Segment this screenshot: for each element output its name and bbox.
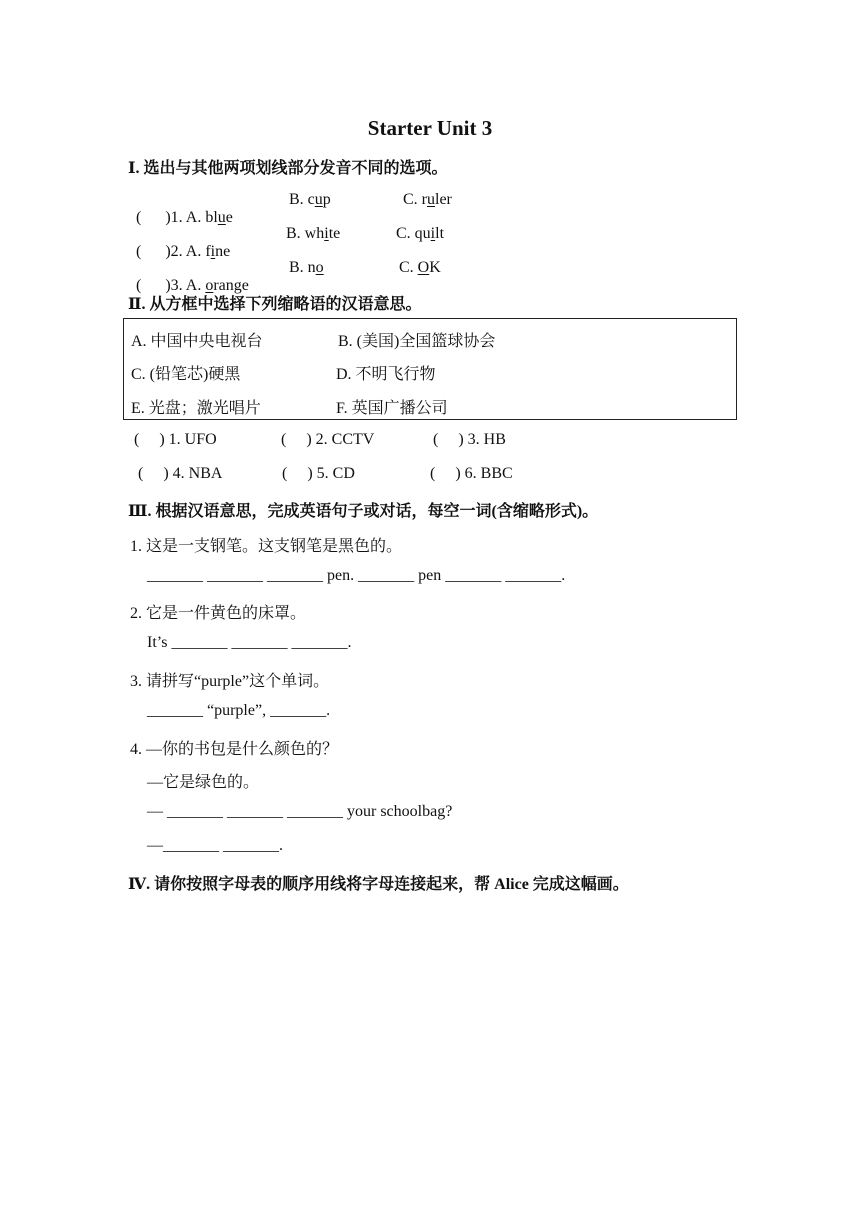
section-1-heading: Ⅰ. 选出与其他两项划线部分发音不同的选项。 xyxy=(128,160,448,177)
s1-item-1-b: B. cup xyxy=(289,191,331,208)
s2-question-2: ( ) 2. CCTV xyxy=(281,431,375,448)
section-4-heading: Ⅳ. 请你按照字母表的顺序用线将字母连接起来，帮 Alice 完成这幅画。 xyxy=(128,876,629,893)
box-option-b: B. (美国)全国篮球协会 xyxy=(338,333,496,350)
section-3-heading: Ⅲ. 根据汉语意思，完成英语句子或对话，每空一词(含缩略形式)。 xyxy=(128,503,599,520)
box-option-c: C. (铅笔芯)硬黑 xyxy=(131,366,241,383)
s3-blank-line-1: _______ _______ _______ pen. _______ pen _______ _______. xyxy=(147,567,566,584)
box-option-d: D. 不明飞行物 xyxy=(336,366,436,383)
s2-question-6: ( ) 6. BBC xyxy=(430,465,513,482)
answer-paren: ( ) xyxy=(136,209,171,226)
box-option-f: F. 英国广播公司 xyxy=(336,400,448,417)
s1-item-2: ( )2. A. fine xyxy=(136,243,231,260)
s1-item-2-c: C. quilt xyxy=(396,225,445,242)
section-2-heading: Ⅱ. 从方框中选择下列缩略语的汉语意思。 xyxy=(128,296,422,313)
s3-prompt-4-answer: —它是绿色的。 xyxy=(147,774,260,791)
s2-question-5: ( ) 5. CD xyxy=(282,465,355,482)
s1-item-3: ( )3. A. orange xyxy=(136,277,249,294)
s2-question-1: ( ) 1. UFO xyxy=(134,431,217,448)
s3-blank-line-5: —_______ _______. xyxy=(147,837,283,854)
s3-prompt-1: 1. 这是一支钢笔。这支钢笔是黑色的。 xyxy=(130,538,403,555)
s3-prompt-3: 3. 请拼写“purple”这个单词。 xyxy=(130,673,330,690)
s3-blank-line-2: It’s _______ _______ _______. xyxy=(147,634,352,651)
s1-item-1-c: C. ruler xyxy=(403,191,452,208)
s3-blank-line-3: _______ “purple”, _______. xyxy=(147,702,331,719)
s2-question-4: ( ) 4. NBA xyxy=(138,465,223,482)
s1-item-2-b: B. white xyxy=(286,225,341,242)
s3-prompt-4: 4. —你的书包是什么颜色的？ xyxy=(130,741,339,758)
box-option-a: A. 中国中央电视台 xyxy=(131,333,263,350)
page-title: Starter Unit 3 xyxy=(367,116,493,140)
s3-blank-line-4: — _______ _______ _______ your schoolbag? xyxy=(147,803,453,820)
s1-item-3-b: B. no xyxy=(289,259,324,276)
s1-item-3-c: C. OK xyxy=(399,259,441,276)
s3-prompt-2: 2. 它是一件黄色的床罩。 xyxy=(130,605,307,622)
s1-item-1: ( )1. A. blue xyxy=(136,209,233,226)
box-option-e: E. 光盘；激光唱片 xyxy=(131,400,261,417)
s2-question-3: ( ) 3. HB xyxy=(433,431,506,448)
